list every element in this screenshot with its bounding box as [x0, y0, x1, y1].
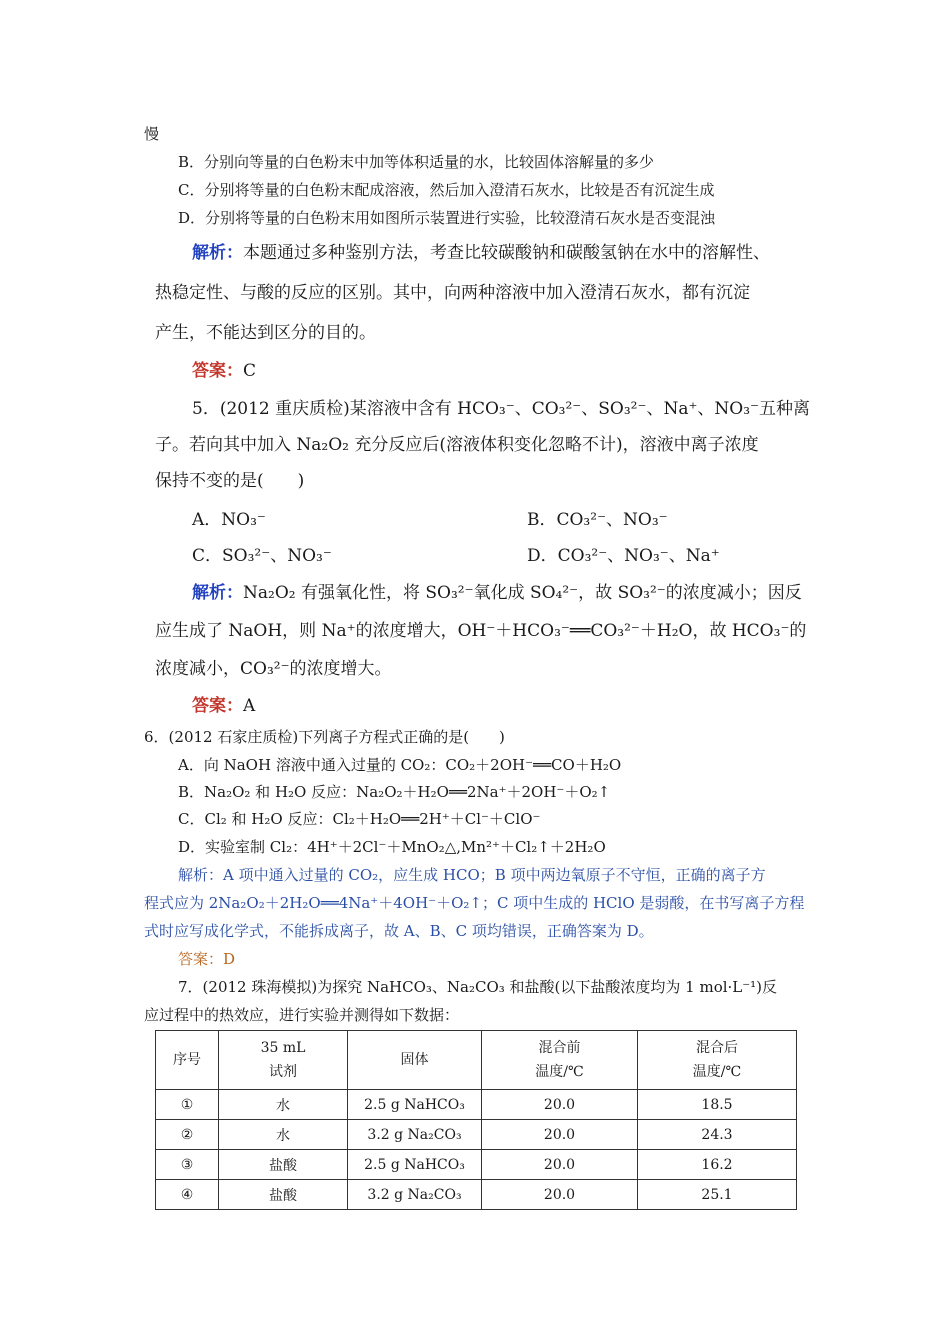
- table-header-cell: 混合前 温度/℃: [482, 1031, 638, 1090]
- text-line: 浓度减小，CO₃²⁻的浓度增大。: [155, 659, 392, 679]
- table-header-cell: 35 mL 试剂: [219, 1031, 348, 1090]
- option-c: C．Cl₂ 和 H₂O 反应：Cl₂＋H₂O══2H⁺＋Cl⁻＋ClO⁻: [178, 810, 541, 828]
- analysis-line: 程式应为 2Na₂O₂＋2H₂O══4Na⁺＋4OH⁻＋O₂↑；C 项中生成的 HClO 是弱酸，在书写离子方程: [144, 894, 805, 912]
- table-cell: 水: [219, 1090, 348, 1120]
- text-line: 热稳定性、与酸的反应的区别。其中，向两种溶液中加入澄清石灰水，都有沉淀: [155, 283, 750, 303]
- table-cell: 3.2 g Na₂CO₃: [348, 1180, 482, 1210]
- table-cell: 20.0: [482, 1180, 638, 1210]
- table-cell: 24.3: [638, 1120, 797, 1150]
- answer-line: 答案：D: [178, 950, 236, 968]
- text-line: 慢: [144, 125, 160, 143]
- data-table: [155, 1030, 797, 1210]
- text-line: 保持不变的是( ): [155, 471, 305, 491]
- table-row: [156, 1150, 797, 1180]
- table-cell: ①: [156, 1090, 219, 1120]
- answer-value: C: [243, 361, 257, 381]
- table-cell: 3.2 g Na₂CO₃: [348, 1120, 482, 1150]
- table-cell: 20.0: [482, 1150, 638, 1180]
- table-cell: ②: [156, 1120, 219, 1150]
- analysis-line: 解析：A 项中通入过量的 CO₂，应生成 HCO；B 项中两边氧原子不守恒，正确的离子方: [178, 866, 766, 884]
- question-7: 7．(2012 珠海模拟)为探究 NaHCO₃、Na₂CO₃ 和盐酸(以下盐酸浓度均为 1 mol·L⁻¹)反: [178, 978, 778, 996]
- table-cell: 盐酸: [219, 1180, 348, 1210]
- question-6: 6．(2012 石家庄质检)下列离子方程式正确的是( ): [144, 728, 505, 746]
- table-header-row: [156, 1031, 797, 1090]
- analysis-label: 解析：: [192, 243, 243, 263]
- table-header-cell: 固体: [348, 1031, 482, 1090]
- text-line: 应生成了 NaOH，则 Na⁺的浓度增大，OH⁻＋HCO₃⁻══CO₃²⁻＋H₂O，故 HCO₃⁻的: [155, 621, 807, 641]
- table-row: [156, 1090, 797, 1120]
- table-header-cell: 混合后 温度/℃: [638, 1031, 797, 1090]
- table-header-cell: 序号: [156, 1031, 219, 1090]
- analysis-label: 解析：: [192, 583, 243, 603]
- table-row: [156, 1180, 797, 1210]
- table-cell: 2.5 g NaHCO₃: [348, 1090, 482, 1120]
- table-cell: 16.2: [638, 1150, 797, 1180]
- answer-label: 答案：: [192, 361, 243, 381]
- table-cell: 25.1: [638, 1180, 797, 1210]
- table-cell: ③: [156, 1150, 219, 1180]
- table-cell: 20.0: [482, 1120, 638, 1150]
- text-line: 子。若向其中加入 Na₂O₂ 充分反应后(溶液体积变化忽略不计)，溶液中离子浓度: [155, 435, 759, 455]
- analysis-text: Na₂O₂ 有强氧化性，将 SO₃²⁻氧化成 SO₄²⁻，故 SO₃²⁻的浓度减小；因反: [243, 583, 802, 603]
- table-cell: 2.5 g NaHCO₃: [348, 1150, 482, 1180]
- analysis-line: [192, 238, 770, 263]
- option-d: D．实验室制 Cl₂：4H⁺＋2Cl⁻＋MnO₂△,Mn²⁺＋Cl₂↑＋2H₂O: [178, 838, 606, 856]
- answer-line: [192, 356, 256, 381]
- analysis-line: 式时应写成化学式，不能拆成离子，故 A、B、C 项均错误，正确答案为 D。: [144, 922, 654, 940]
- analysis-line: [192, 578, 802, 603]
- table-cell: 水: [219, 1120, 348, 1150]
- option-c: C．SO₃²⁻、NO₃⁻: [192, 546, 332, 566]
- question-5: 5．(2012 重庆质检)某溶液中含有 HCO₃⁻、CO₃²⁻、SO₃²⁻、Na⁺、NO₃⁻五种离: [192, 399, 811, 419]
- text-line: 产生，不能达到区分的目的。: [155, 323, 376, 343]
- option-d: D．CO₃²⁻、NO₃⁻、Na⁺: [527, 546, 720, 566]
- option-d: D．分别将等量的白色粉末用如图所示装置进行实验，比较澄清石灰水是否变混浊: [178, 209, 716, 227]
- table-cell: 盐酸: [219, 1150, 348, 1180]
- answer-value: A: [243, 696, 256, 716]
- analysis-text: 本题通过多种鉴别方法，考查比较碳酸钠和碳酸氢钠在水中的溶解性、: [243, 243, 770, 263]
- table-cell: 18.5: [638, 1090, 797, 1120]
- option-a: A．NO₃⁻: [192, 510, 266, 530]
- table-cell: ④: [156, 1180, 219, 1210]
- answer-line: [192, 691, 255, 716]
- option-b: B．CO₃²⁻、NO₃⁻: [527, 510, 668, 530]
- option-a: A．向 NaOH 溶液中通入过量的 CO₂：CO₂＋2OH⁻══CO＋H₂O: [178, 756, 622, 774]
- option-b: B．Na₂O₂ 和 H₂O 反应：Na₂O₂＋H₂O══2Na⁺＋2OH⁻＋O₂↑: [178, 783, 611, 801]
- answer-label: 答案：: [192, 696, 243, 716]
- option-b: B．分别向等量的白色粉末中加等体积适量的水，比较固体溶解量的多少: [178, 153, 655, 171]
- text-line: 应过程中的热效应，进行实验并测得如下数据：: [144, 1006, 460, 1024]
- table-row: [156, 1120, 797, 1150]
- table-cell: 20.0: [482, 1090, 638, 1120]
- option-c: C．分别将等量的白色粉末配成溶液，然后加入澄清石灰水，比较是否有沉淀生成: [178, 181, 715, 199]
